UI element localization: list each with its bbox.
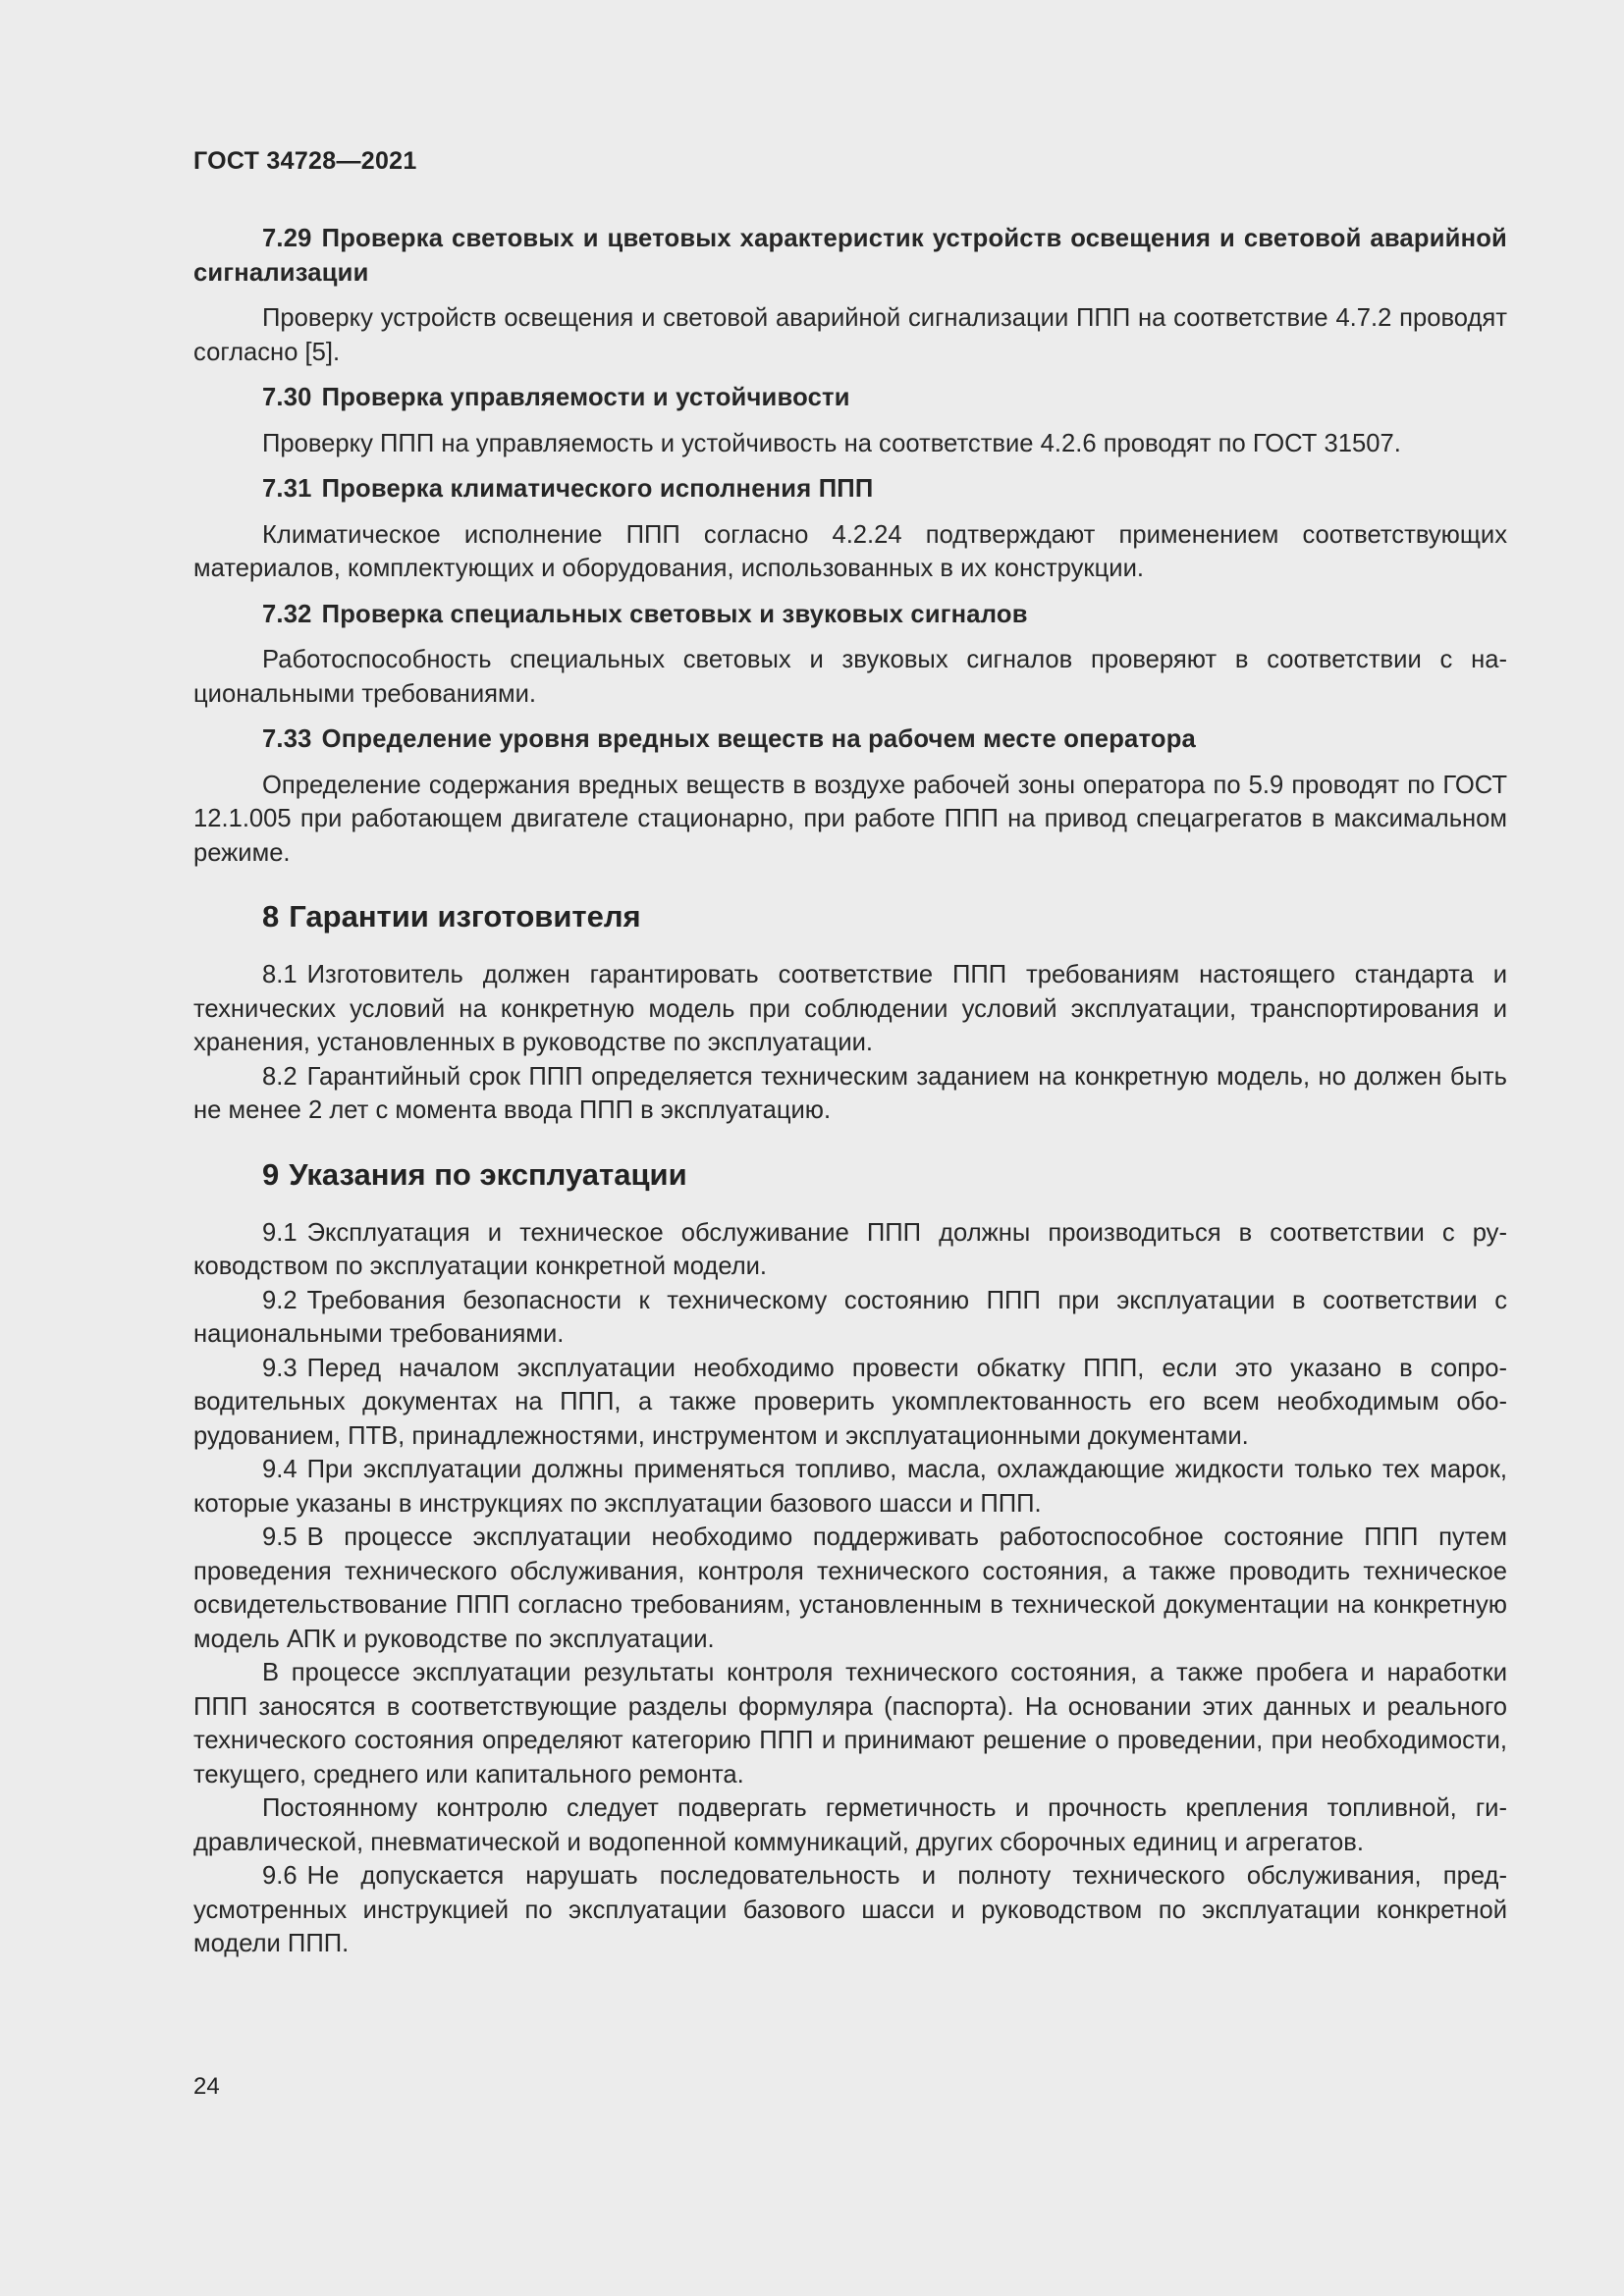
clause-text: Гарантийный срок ППП определяется техническим заданием на конкретную модель, но должен быть не менее 2 лет с момента ввода ППП в эксплуатацию. [193, 1062, 1507, 1124]
paragraph-9-5-c: Постоянному контролю следует подвергать герметичность и прочность крепления топливной, гидравлической, пневматической и водопенной коммуникаций, других сборочных единиц и агрегатов. [193, 1794, 1507, 1856]
subsection-title: Проверка световых и цветовых характеристик устройств освещения и световой аварийной сигнализации [193, 225, 1507, 287]
clause-number: 9.2 [262, 1286, 298, 1314]
section-number: 9 [262, 1156, 280, 1192]
paragraph-9-2 [193, 1284, 1507, 1352]
subsection-number: 7.32 [262, 600, 312, 628]
subsection-heading-7-29 [193, 222, 1507, 290]
clause-text: Требования безопасности к техническому состоянию ППП при эксплуатации в соответствии с национальными требованиями. [193, 1286, 1507, 1348]
clause-number: 9.5 [262, 1523, 298, 1551]
subsection-number: 7.29 [262, 225, 312, 252]
document-header: ГОСТ 34728—2021 [193, 147, 417, 175]
paragraph-7-33: Определение содержания вредных веществ в воздухе рабочей зоны оператора по 5.9 проводят по ГОСТ 12.1.005 при работающем двигателе стационарно, при работе ППП на привод спецагрегатов в максимальном режиме. [193, 771, 1507, 867]
clause-number: 9.6 [262, 1862, 298, 1890]
clause-text: В процессе эксплуатации необходимо поддерживать работоспособное состояние ППП путем проведения технического обслуживания, контроля технического состояния, а также проводить техническое освидетельствование ППП согласно требованиям, установленным в технической документации на конкретную модель АПК и руководстве по эксплуатации. [193, 1523, 1507, 1653]
paragraph-7-30: Проверку ППП на управляемость и устойчивость на соответствие 4.2.6 проводят по ГОСТ 31507. [262, 429, 1401, 457]
clause-number: 8.2 [262, 1062, 298, 1091]
section-heading-9 [193, 1157, 1507, 1193]
page-number: 24 [193, 2073, 220, 2100]
paragraph-7-32: Работоспособность специальных световых и звуковых сигналов проверяют в соответствии с национальными требованиями. [193, 646, 1507, 708]
subsection-number: 7.33 [262, 725, 312, 753]
section-title: Гарантии изготовителя [289, 899, 641, 934]
clause-number: 9.4 [262, 1456, 298, 1483]
clause-number: 8.1 [262, 961, 298, 988]
clause-text: Эксплуатация и техническое обслуживание ППП должны производиться в соответствии с руководством по эксплуатации конкретной модели. [193, 1218, 1507, 1280]
clause-text: Не допускается нарушать последовательность и полноту технического обслуживания, предусмотренных инструкцией по эксплуатации базового шасси и руководством по эксплуатации конкретной модели ППП. [193, 1862, 1507, 1957]
clause-number: 9.1 [262, 1218, 298, 1247]
clause-number: 9.3 [262, 1354, 298, 1382]
subsection-heading-7-31 [193, 472, 1507, 507]
section-number: 8 [262, 899, 280, 934]
subsection-heading-7-30 [193, 381, 1507, 415]
paragraph-7-31: Климатическое исполнение ППП согласно 4.2.24 подтверждают применением соответствующих материалов, комплектующих и оборудования, использованных в их конструкции. [193, 520, 1507, 582]
section-heading-8 [193, 899, 1507, 934]
paragraph-9-5 [193, 1521, 1507, 1656]
paragraph-9-6 [193, 1859, 1507, 1961]
paragraph-9-4 [193, 1453, 1507, 1521]
subsection-title: Определение уровня вредных веществ на рабочем месте оператора [321, 725, 1196, 753]
subsection-number: 7.31 [262, 475, 312, 503]
paragraph-9-5-b: В процессе эксплуатации результаты контроля технического состояния, а также пробега и наработки ППП заносятся в соответствующие разделы формуляра (паспорта). На основании этих данных и реального технического состояния определяют категорию ППП и принимают решение о проведении, при необходимости, текущего, среднего или капитального ремонта. [193, 1659, 1507, 1789]
clause-text: Перед началом эксплуатации необходимо провести обкатку ППП, если это указано в сопроводительных документах на ППП, а также проверить укомплектованность его всем необходимым оборудованием, ПТВ, принадлежностями, инструментом и эксплуатационными документами. [193, 1354, 1507, 1450]
paragraph-8-1 [193, 958, 1507, 1060]
paragraph-9-3 [193, 1352, 1507, 1454]
subsection-title: Проверка специальных световых и звуковых сигналов [321, 600, 1028, 628]
section-title: Указания по эксплуатации [289, 1156, 687, 1192]
subsection-title: Проверка климатического исполнения ППП [321, 475, 874, 503]
subsection-title: Проверка управляемости и устойчивости [321, 384, 850, 411]
document-body [193, 222, 1507, 1961]
subsection-heading-7-32 [193, 598, 1507, 632]
paragraph-9-1 [193, 1216, 1507, 1284]
subsection-heading-7-33 [193, 722, 1507, 757]
clause-text: Изготовитель должен гарантировать соответствие ППП требованиям настоящего стандарта и технических условий на конкретную модель при соблюдении условий эксплуатации, транспортирования и хранения, установленных в руководстве по эксплуатации. [193, 961, 1507, 1056]
clause-text: При эксплуатации должны применяться топливо, масла, охлаждающие жидкости только тех марок, которые указаны в инструкциях по эксплуатации базового шасси и ППП. [193, 1456, 1507, 1518]
subsection-number: 7.30 [262, 384, 312, 411]
paragraph-7-29: Проверку устройств освещения и световой аварийной сигнализации ППП на соответствие 4.7.2 проводят согласно [5]. [193, 304, 1507, 366]
paragraph-8-2 [193, 1060, 1507, 1128]
